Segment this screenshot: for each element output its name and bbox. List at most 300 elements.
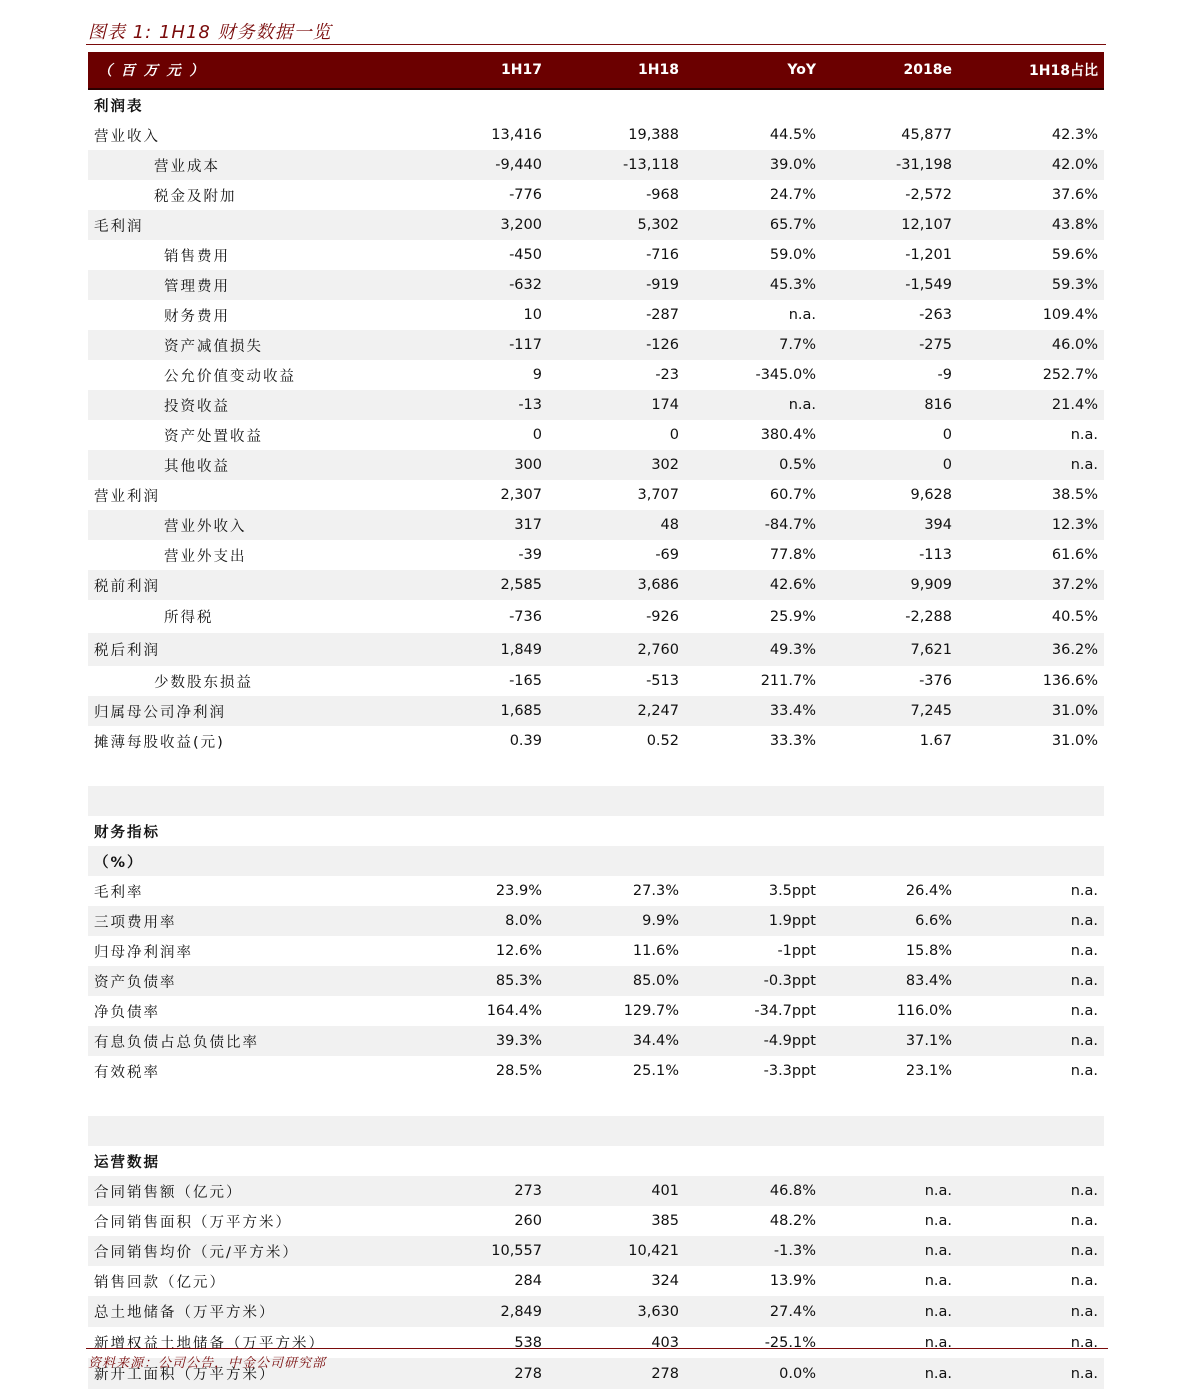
cell-2018e: 0 (942, 427, 952, 443)
row-label: 资产处置收益 (164, 428, 263, 445)
cell-1h18-share: 21.4% (958, 390, 1104, 420)
cell-1h18 (548, 786, 685, 816)
row-label: 归属母公司净利润 (88, 696, 428, 726)
cell-1h18: 278 (548, 1358, 685, 1389)
table-row (88, 996, 1104, 1026)
cell-2018e: 9,628 (910, 487, 952, 503)
cell-1h18-share: n.a. (1070, 883, 1098, 899)
cell-1h17: 1,685 (428, 696, 548, 726)
table-row (88, 120, 1104, 150)
cell-yoy (685, 846, 822, 876)
cell-1h17: 13,416 (491, 127, 542, 143)
cell-1h18-share: n.a. (958, 1296, 1104, 1327)
cell-1h18 (548, 1086, 685, 1116)
cell-1h17: 284 (514, 1273, 542, 1289)
cell-1h17: 85.3% (428, 966, 548, 996)
table-row (88, 540, 1104, 570)
cell-yoy: 7.7% (685, 330, 822, 360)
header-1h18: 1H18 (548, 52, 685, 89)
cell-1h18: -69 (655, 547, 679, 563)
cell-1h17: 2,585 (428, 570, 548, 600)
cell-1h18-share: 59.6% (1051, 247, 1098, 263)
cell-1h18: 25.1% (632, 1063, 679, 1079)
cell-1h18-share: 36.2% (958, 633, 1104, 666)
cell-1h17: 12.6% (495, 943, 542, 959)
cell-1h18-share: n.a. (1070, 1063, 1098, 1079)
cell-2018e: -1,549 (822, 270, 958, 300)
table-row (88, 270, 1104, 300)
cell-1h18 (548, 1146, 685, 1176)
row-label: 所得税 (164, 610, 214, 626)
cell-2018e: -31,198 (822, 150, 958, 180)
row-label: 毛利率 (94, 884, 144, 901)
cell-1h18-share: n.a. (1070, 943, 1098, 959)
section-row (88, 846, 1104, 876)
cell-1h17: 39.3% (428, 1026, 548, 1056)
cell-yoy: 77.8% (769, 547, 816, 563)
cell-2018e (822, 1116, 958, 1146)
cell-1h18: -513 (646, 673, 679, 689)
cell-1h18-share (958, 816, 1104, 846)
cell-1h18-share: 252.7% (1042, 367, 1098, 383)
cell-yoy: 27.4% (685, 1296, 822, 1327)
cell-1h18-share: 31.0% (958, 696, 1104, 726)
table-row (88, 696, 1104, 726)
cell-2018e (822, 786, 958, 816)
source-divider (86, 1348, 1108, 1349)
row-label: 合同销售均价（元/平方米） (88, 1236, 428, 1266)
header-1h18-share: 1H18占比 (958, 52, 1104, 89)
cell-2018e: 116.0% (896, 1003, 952, 1019)
cell-1h18 (548, 89, 685, 120)
cell-1h17: 28.5% (495, 1063, 542, 1079)
row-label: 净负债率 (94, 1004, 160, 1021)
table-row (88, 906, 1104, 936)
table-row (88, 1266, 1104, 1296)
table-row (88, 1296, 1104, 1327)
row-label: 合同销售额（亿元） (88, 1176, 428, 1206)
row-label (88, 786, 428, 816)
cell-1h17: -450 (509, 247, 542, 263)
cell-1h18-share: n.a. (958, 450, 1104, 480)
cell-1h18: 85.0% (548, 966, 685, 996)
table-row (88, 1236, 1104, 1266)
row-label: 摊薄每股收益(元) (94, 734, 225, 751)
cell-yoy: -1.3% (685, 1236, 822, 1266)
cell-1h17: 2,307 (500, 487, 542, 503)
row-label: 资产减值损失 (88, 330, 428, 360)
cell-1h18: 324 (651, 1273, 679, 1289)
row-label: 新开工面积（万平方米） (88, 1358, 428, 1389)
cell-1h17: -736 (509, 608, 542, 625)
cell-2018e (822, 1146, 958, 1176)
table-row (88, 480, 1104, 510)
cell-yoy (685, 816, 822, 846)
cell-2018e: 37.1% (822, 1026, 958, 1056)
cell-1h18: 2,760 (548, 633, 685, 666)
cell-1h18 (548, 1116, 685, 1146)
header-yoy: YoY (685, 52, 822, 89)
cell-yoy: 60.7% (769, 487, 816, 503)
row-label: 其他收益 (88, 450, 428, 480)
cell-2018e: -2,572 (905, 187, 952, 203)
row-label: 营业外收入 (88, 510, 428, 540)
table-row (88, 360, 1104, 390)
cell-yoy: 39.0% (685, 150, 822, 180)
cell-2018e: 1.67 (919, 733, 952, 749)
cell-1h18-share: 37.2% (958, 570, 1104, 600)
cell-yoy: 33.3% (769, 733, 816, 749)
cell-2018e: -113 (919, 547, 952, 563)
cell-2018e: -376 (919, 673, 952, 689)
cell-yoy: 49.3% (685, 633, 822, 666)
cell-1h18-share (958, 1116, 1104, 1146)
cell-1h17 (428, 1086, 548, 1116)
cell-yoy: 44.5% (769, 127, 816, 143)
cell-1h17: -117 (428, 330, 548, 360)
cell-yoy: 380.4% (760, 427, 816, 443)
cell-1h17: 300 (428, 450, 548, 480)
cell-1h18: 34.4% (548, 1026, 685, 1056)
cell-1h18: 10,421 (548, 1236, 685, 1266)
cell-yoy (685, 1146, 822, 1176)
header-1h17: 1H17 (428, 52, 548, 89)
cell-yoy: 0.5% (685, 450, 822, 480)
cell-2018e: 12,107 (822, 210, 958, 240)
cell-2018e: n.a. (924, 1273, 952, 1289)
cell-1h17: 164.4% (486, 1003, 542, 1019)
table-row (88, 1056, 1104, 1086)
row-label: （%） (88, 846, 428, 876)
cell-1h17: 0 (532, 427, 542, 443)
table-header-row (88, 52, 1104, 89)
cell-2018e (822, 816, 958, 846)
table-row (88, 876, 1104, 906)
cell-yoy: -84.7% (685, 510, 822, 540)
row-label: 销售费用 (164, 248, 230, 265)
financial-table (88, 52, 1104, 1389)
cell-yoy: n.a. (685, 390, 822, 420)
cell-1h18: 19,388 (628, 127, 679, 143)
table-row (88, 570, 1104, 600)
cell-1h17: 538 (514, 1334, 542, 1351)
cell-1h18: 11.6% (632, 943, 679, 959)
cell-1h18: 385 (651, 1213, 679, 1229)
cell-2018e: 0 (822, 450, 958, 480)
cell-1h18-share (958, 89, 1104, 120)
row-label: 合同销售面积（万平方米） (94, 1214, 292, 1231)
cell-1h18: 5,302 (548, 210, 685, 240)
spacer-row (88, 756, 1104, 786)
cell-1h18: 302 (548, 450, 685, 480)
table-row (88, 240, 1104, 270)
cell-yoy: -1ppt (777, 943, 816, 959)
row-label: 营业成本 (88, 150, 428, 180)
cell-yoy: 45.3% (685, 270, 822, 300)
cell-2018e: n.a. (822, 1358, 958, 1389)
cell-1h17: 317 (428, 510, 548, 540)
cell-2018e: 7,621 (822, 633, 958, 666)
cell-yoy (685, 786, 822, 816)
cell-1h18-share: 31.0% (1051, 733, 1098, 749)
cell-yoy: 13.9% (769, 1273, 816, 1289)
cell-1h18-share: 38.5% (1051, 487, 1098, 503)
cell-1h18-share (958, 1086, 1104, 1116)
cell-yoy (685, 89, 822, 120)
row-label (88, 1116, 428, 1146)
cell-1h18-share: 42.3% (1051, 127, 1098, 143)
row-label: 税金及附加 (154, 188, 237, 205)
cell-yoy (685, 756, 822, 786)
cell-1h18: 0.52 (646, 733, 679, 749)
cell-1h18-share: 109.4% (1042, 307, 1098, 323)
table-row (88, 666, 1104, 696)
header-2018e: 2018e (822, 52, 958, 89)
cell-yoy: 33.4% (685, 696, 822, 726)
spacer-row (88, 786, 1104, 816)
cell-1h17 (428, 846, 548, 876)
cell-2018e: 23.1% (905, 1063, 952, 1079)
cell-1h18-share: n.a. (958, 1026, 1104, 1056)
cell-yoy: 46.8% (685, 1176, 822, 1206)
cell-1h17: -776 (509, 187, 542, 203)
cell-2018e: 9,909 (822, 570, 958, 600)
cell-yoy: 42.6% (685, 570, 822, 600)
cell-1h18-share: 42.0% (958, 150, 1104, 180)
table-body (88, 89, 1104, 1389)
row-label: 财务费用 (164, 308, 230, 325)
cell-1h17: 273 (428, 1176, 548, 1206)
cell-1h18: -968 (646, 187, 679, 203)
cell-1h18: -23 (655, 367, 679, 383)
row-label: 资产负债率 (88, 966, 428, 996)
row-label: 运营数据 (94, 1154, 160, 1171)
table-row (88, 150, 1104, 180)
cell-1h17: -165 (509, 673, 542, 689)
cell-1h17 (428, 786, 548, 816)
cell-1h18-share: n.a. (958, 1176, 1104, 1206)
spacer-row (88, 1116, 1104, 1146)
cell-yoy: 3.5ppt (768, 883, 816, 899)
cell-2018e (822, 756, 958, 786)
cell-1h18-share (958, 1146, 1104, 1176)
cell-1h17 (428, 89, 548, 120)
table-row (88, 936, 1104, 966)
cell-1h18-share: n.a. (1070, 1213, 1098, 1229)
row-label: 税前利润 (88, 570, 428, 600)
row-label: 营业利润 (94, 488, 160, 505)
cell-1h18: -287 (646, 307, 679, 323)
cell-1h18: 9.9% (548, 906, 685, 936)
cell-1h18-share: n.a. (958, 966, 1104, 996)
cell-2018e: -263 (919, 307, 952, 323)
cell-yoy: 211.7% (760, 673, 816, 689)
table-row (88, 420, 1104, 450)
row-label: 公允价值变动收益 (164, 368, 296, 385)
cell-1h18: 403 (651, 1334, 679, 1351)
cell-1h18: -926 (646, 608, 679, 625)
cell-2018e (822, 1086, 958, 1116)
cell-1h18: 129.7% (623, 1003, 679, 1019)
cell-1h18-share: n.a. (958, 906, 1104, 936)
cell-1h18-share: n.a. (958, 1236, 1104, 1266)
cell-2018e: 394 (822, 510, 958, 540)
table-row (88, 1206, 1104, 1236)
row-label: 新增权益土地储备（万平方米） (94, 1336, 325, 1352)
cell-yoy: -0.3ppt (685, 966, 822, 996)
table-row (88, 300, 1104, 330)
table-row (88, 966, 1104, 996)
section-row (88, 1146, 1104, 1176)
cell-1h18: 48 (548, 510, 685, 540)
table-row (88, 600, 1104, 633)
cell-1h17 (428, 1146, 548, 1176)
cell-1h17: -632 (428, 270, 548, 300)
cell-1h17 (428, 816, 548, 846)
cell-2018e: n.a. (822, 1236, 958, 1266)
cell-1h18: 401 (548, 1176, 685, 1206)
cell-2018e (822, 846, 958, 876)
cell-yoy: -3.3ppt (763, 1063, 816, 1079)
row-label (88, 1086, 428, 1116)
section-row (88, 89, 1104, 120)
cell-1h17: 10,557 (428, 1236, 548, 1266)
cell-2018e: 26.4% (905, 883, 952, 899)
row-label: 营业外支出 (164, 548, 247, 565)
cell-1h18 (548, 756, 685, 786)
row-label: 有效税率 (94, 1064, 160, 1081)
cell-2018e: 6.6% (822, 906, 958, 936)
cell-1h17: 278 (428, 1358, 548, 1389)
spacer-row (88, 1086, 1104, 1116)
row-label: 三项费用率 (88, 906, 428, 936)
row-label: 归母净利润率 (94, 944, 193, 961)
cell-1h18: 3,686 (548, 570, 685, 600)
row-label: 有息负债占总负债比率 (88, 1026, 428, 1056)
cell-1h18-share: 40.5% (1051, 608, 1098, 625)
row-label: 总土地储备（万平方米） (88, 1296, 428, 1327)
cell-yoy: 1.9ppt (685, 906, 822, 936)
table-row (88, 210, 1104, 240)
cell-1h17: 1,849 (428, 633, 548, 666)
cell-1h18-share: 12.3% (958, 510, 1104, 540)
table-row (88, 330, 1104, 360)
row-label: 营业收入 (94, 128, 160, 145)
cell-1h17: 3,200 (428, 210, 548, 240)
cell-2018e: n.a. (924, 1334, 952, 1351)
cell-1h18-share: n.a. (958, 1358, 1104, 1389)
table-row (88, 180, 1104, 210)
cell-yoy: -345.0% (755, 367, 816, 383)
cell-yoy: 48.2% (769, 1213, 816, 1229)
cell-2018e (822, 89, 958, 120)
cell-1h18-share: n.a. (1070, 1003, 1098, 1019)
cell-1h18: -13,118 (548, 150, 685, 180)
cell-yoy (685, 1116, 822, 1146)
cell-2018e: 83.4% (822, 966, 958, 996)
figure-title: 图表 1: 1H18 财务数据一览 (88, 22, 332, 43)
cell-1h18 (548, 846, 685, 876)
cell-yoy: 0.0% (685, 1358, 822, 1389)
table-row (88, 390, 1104, 420)
cell-yoy: -25.1% (764, 1334, 816, 1351)
table-row (88, 726, 1104, 756)
cell-1h17: 9 (532, 367, 542, 383)
cell-1h17: -9,440 (428, 150, 548, 180)
cell-yoy (685, 1086, 822, 1116)
cell-2018e: n.a. (822, 1176, 958, 1206)
section-row (88, 816, 1104, 846)
cell-yoy: -34.7ppt (754, 1003, 816, 1019)
table-row (88, 633, 1104, 666)
table-row (88, 1026, 1104, 1056)
cell-1h18-share: 43.8% (958, 210, 1104, 240)
cell-1h17: 260 (514, 1213, 542, 1229)
cell-yoy: -4.9ppt (685, 1026, 822, 1056)
cell-yoy: n.a. (788, 307, 816, 323)
cell-1h17 (428, 756, 548, 786)
cell-1h18-share (958, 756, 1104, 786)
cell-1h18: -716 (646, 247, 679, 263)
cell-1h18-share: n.a. (1070, 1334, 1098, 1351)
row-label: 税后利润 (88, 633, 428, 666)
cell-1h17: 2,849 (428, 1296, 548, 1327)
cell-2018e: -9 (937, 367, 952, 383)
cell-2018e: -275 (822, 330, 958, 360)
row-label: 利润表 (94, 98, 144, 115)
row-label: 管理费用 (88, 270, 428, 300)
cell-1h18-share: 37.6% (1051, 187, 1098, 203)
title-divider (86, 44, 1106, 45)
cell-yoy: 25.9% (769, 608, 816, 625)
cell-1h17 (428, 1116, 548, 1146)
table-row (88, 450, 1104, 480)
cell-yoy: 59.0% (769, 247, 816, 263)
cell-1h18: -126 (548, 330, 685, 360)
cell-1h18: 2,247 (548, 696, 685, 726)
cell-1h17: 0.39 (509, 733, 542, 749)
table-row (88, 510, 1104, 540)
row-label: 销售回款（亿元） (94, 1274, 226, 1291)
cell-yoy: 24.7% (769, 187, 816, 203)
cell-2018e: -1,201 (905, 247, 952, 263)
row-label: 财务指标 (94, 824, 160, 841)
cell-1h18: -919 (548, 270, 685, 300)
cell-2018e: 15.8% (905, 943, 952, 959)
cell-yoy: 65.7% (685, 210, 822, 240)
cell-2018e: n.a. (822, 1296, 958, 1327)
cell-1h18-share: n.a. (1070, 1273, 1098, 1289)
row-label: 投资收益 (88, 390, 428, 420)
cell-1h18: 174 (548, 390, 685, 420)
cell-1h17: 8.0% (428, 906, 548, 936)
cell-1h18 (548, 816, 685, 846)
table-row (88, 1176, 1104, 1206)
row-label (88, 756, 428, 786)
cell-1h18-share: 46.0% (958, 330, 1104, 360)
cell-1h17: -39 (518, 547, 542, 563)
cell-2018e: -2,288 (905, 608, 952, 625)
row-label: 毛利润 (88, 210, 428, 240)
cell-1h18: 27.3% (632, 883, 679, 899)
cell-1h18: 3,630 (548, 1296, 685, 1327)
cell-1h18-share: 59.3% (958, 270, 1104, 300)
header-unit: （ 百 万 元 ） (88, 52, 428, 89)
cell-1h18-share: 136.6% (1042, 673, 1098, 689)
source-note: 资料来源：公司公告，中金公司研究部 (88, 1356, 327, 1371)
cell-1h18-share: n.a. (1070, 427, 1098, 443)
cell-2018e: 7,245 (822, 696, 958, 726)
